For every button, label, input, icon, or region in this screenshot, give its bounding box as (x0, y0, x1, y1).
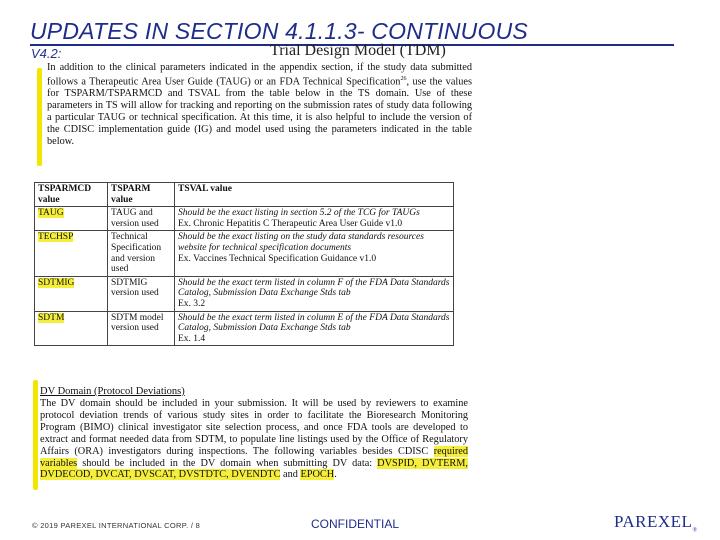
slide-subtitle: V4.2: (31, 46, 62, 61)
row-val: Should be the exact term listed in column E of the FDA Data Standards Catalog, Submission Data Exchange Stds tab Ex. 1.4 (175, 311, 454, 346)
row-val: Should be the exact term listed in column F of the FDA Data Standards Catalog, Submission Data Exchange Stds tab Ex. 3.2 (175, 276, 454, 311)
row-code: SDTM (35, 311, 108, 346)
row-parm: SDTMIG version used (108, 276, 175, 311)
header-tsparm: TSPARM value (108, 183, 175, 207)
copyright-footer: © 2019 PAREXEL INTERNATIONAL CORP. / 8 (32, 521, 201, 530)
slide-title: UPDATES IN SECTION 4.1.1.3- CONTINUOUS (30, 18, 528, 44)
row-parm: TAUG and version used (108, 207, 175, 231)
row-parm: SDTM model version used (108, 311, 175, 346)
row-code: TECHSP (35, 231, 108, 276)
header-tsval: TSVAL value (175, 183, 454, 207)
row-code: SDTMIG (35, 276, 108, 311)
row-parm: Technical Specification and version used (108, 231, 175, 276)
dv-variables-highlight: DVSPID, DVTERM, DVDECOD, DVCAT, DVSCAT, DVSTDTC, DVENDTC (40, 457, 468, 481)
header-tsparmcd: TSPARMCD value (35, 183, 108, 207)
dv-domain-paragraph: The DV domain should be included in your submission. It will be used by reviewers to examine protocol deviation trends of various study sites in order to facilitate the Bioresearch Monitoring Program (BIMO) clinical investigator site selection process, and once FDA tools are developed to extract and format needed data from SDTM, to populate line listings used by the Office of Regulatory Affairs (ORA) investigators during inspections. The following variables besides CDISC required variables should be included in the DV domain when submitting DV data: DVSPID, DVTERM, DVDECOD, DVCAT, DVSCAT, DVSTDTC, DVENDTC and EPOCH. (40, 398, 468, 481)
parexel-logo: $PAREXEL_®$ (614, 512, 698, 534)
confidential-label: CONFIDENTIAL (311, 517, 400, 531)
required-variables-highlight: required variables (40, 445, 468, 469)
tdm-heading: Trial Design Model (TDM) (270, 42, 446, 59)
dv-domain-heading: DV Domain (Protocol Deviations) (40, 386, 185, 397)
row-val: Should be the exact listing on the study data standards resources website for technical specification documents Ex. Vaccines Technical Specification Guidance v1.0 (175, 231, 454, 276)
highlight-bracket-top (37, 68, 42, 166)
table-row (35, 207, 454, 231)
row-val: Should be the exact listing in section 5.2 of the TCG for TAUGs Ex. Chronic Hepatitis C Therapeutic Area User Guide v1.0 (175, 207, 454, 231)
highlight-bracket-bottom (33, 380, 38, 490)
table-row (35, 311, 454, 346)
intro-paragraph: In addition to the clinical parameters indicated in the appendix section, if the study data submitted follows a Therapeutic Area User Guide (TAUG) or an FDA Technical Specification$^{26}$, use the values for TSPARM/TSPARMCD and TSVAL from the table below in the TS domain. Use of these parameters in TS will allow for tracking and reporting on the submission rates of study data following a particular TAUG or technical specification. At this time, it is also helpful to include the version of the CDISC implementation guide (IG) and model used using the parameters indicated in the table below. (47, 62, 473, 147)
table-row (35, 231, 454, 276)
table-header-row (35, 183, 454, 207)
ts-parameter-table (34, 182, 454, 346)
epoch-highlight: EPOCH (300, 469, 335, 481)
table-row (35, 276, 454, 311)
row-code: TAUG (35, 207, 108, 231)
